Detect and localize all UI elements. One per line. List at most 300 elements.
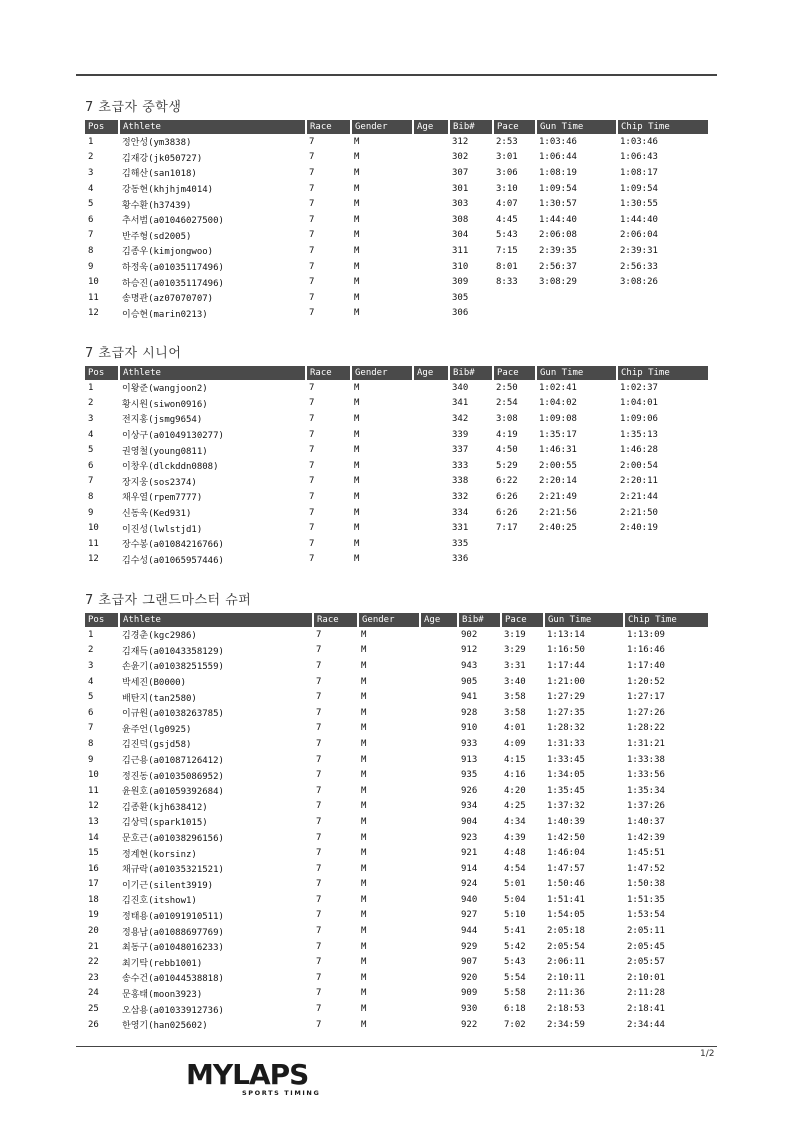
- cell-pos: 1: [88, 382, 94, 393]
- cell-chip-time: [617, 536, 708, 552]
- cell-pos: 11: [88, 538, 99, 549]
- cell-gender: M: [354, 136, 360, 147]
- cell-athlete: 최기탁(rebb1001): [122, 958, 203, 969]
- cell-bib: 920: [461, 972, 478, 983]
- cell-athlete: 한영기(han025602): [122, 1021, 208, 1032]
- cell-pace: 7:02: [504, 1019, 526, 1030]
- cell-bib: 944: [461, 926, 478, 937]
- cell-athlete: 김재강(jk050727): [122, 153, 203, 164]
- cell-gender: M: [361, 863, 367, 874]
- cell-race: 7: [309, 445, 315, 456]
- table-row: [85, 830, 708, 846]
- top-rule: [76, 74, 717, 76]
- cell-athlete: 송명관(az07070707): [122, 294, 214, 305]
- cell-chip-time: 2:05:11: [627, 926, 665, 937]
- cell-race: 7: [316, 645, 322, 656]
- cell-athlete: 윤원호(a01059392684): [122, 787, 224, 798]
- cell-race: 7: [316, 894, 322, 905]
- cell-athlete: 권영철(young0811): [122, 446, 208, 457]
- cell-age: [420, 705, 458, 721]
- cell-athlete: 이승현(marin0213): [122, 309, 208, 320]
- cell-athlete: 김종우(kimjongwoo): [122, 247, 214, 258]
- cell-athlete: 전지홍(jsmg9654): [122, 415, 203, 426]
- cell-gender: M: [354, 491, 360, 502]
- cell-gun-time: 2:05:54: [547, 941, 585, 952]
- table-row: [85, 196, 708, 212]
- cell-pace: 5:43: [496, 230, 518, 241]
- cell-bib: 341: [452, 398, 469, 409]
- cell-gender: M: [361, 723, 367, 734]
- cell-bib: 335: [452, 538, 469, 549]
- cell-chip-time: 1:51:35: [627, 894, 665, 905]
- cell-athlete: 이왕준(wangjoon2): [122, 384, 208, 395]
- cell-pos: 9: [88, 261, 94, 272]
- cell-pace: 3:10: [496, 183, 518, 194]
- cell-pos: 1: [88, 136, 94, 147]
- cell-athlete: 윤주언(lg0925): [122, 724, 192, 735]
- cell-bib: 338: [452, 476, 469, 487]
- cell-gender: M: [354, 245, 360, 256]
- cell-pace: 2:54: [496, 398, 518, 409]
- cell-race: 7: [316, 754, 322, 765]
- cell-pos: 11: [88, 785, 99, 796]
- cell-age: [413, 536, 449, 552]
- cell-pos: 6: [88, 214, 94, 225]
- cell-chip-time: 2:18:41: [627, 1004, 665, 1015]
- cell-age: [420, 970, 458, 986]
- cell-race: 7: [309, 245, 315, 256]
- cell-race: 7: [316, 1019, 322, 1030]
- cell-athlete: 이진성(lwlstjd1): [122, 524, 203, 535]
- cell-age: [413, 274, 449, 290]
- column-header-athlete: Athlete: [119, 366, 306, 380]
- cell-pos: 24: [88, 988, 99, 999]
- cell-pos: 3: [88, 660, 94, 671]
- cell-race: 7: [316, 816, 322, 827]
- cell-race: 7: [309, 261, 315, 272]
- cell-gender: M: [354, 183, 360, 194]
- cell-age: [413, 552, 449, 568]
- cell-gender: M: [354, 199, 360, 210]
- table-row: [85, 243, 708, 259]
- cell-pos: 10: [88, 277, 99, 288]
- cell-pace: 4:34: [504, 816, 526, 827]
- cell-pace: [493, 536, 536, 552]
- table-row: [85, 228, 708, 244]
- cell-chip-time: 2:10:01: [627, 972, 665, 983]
- cell-bib: 930: [461, 1004, 478, 1015]
- cell-race: 7: [309, 136, 315, 147]
- cell-race: 7: [309, 183, 315, 194]
- cell-gun-time: [536, 536, 617, 552]
- cell-age: [413, 411, 449, 427]
- cell-bib: 339: [452, 429, 469, 440]
- cell-gun-time: 1:09:08: [539, 413, 577, 424]
- cell-pos: 10: [88, 770, 99, 781]
- cell-gender: M: [354, 523, 360, 534]
- cell-gun-time: 3:08:29: [539, 277, 577, 288]
- cell-pace: 5:58: [504, 988, 526, 999]
- cell-gender: M: [361, 1004, 367, 1015]
- cell-gun-time: 1:31:33: [547, 738, 585, 749]
- table-row: [85, 705, 708, 721]
- cell-age: [420, 845, 458, 861]
- cell-pace: 5:42: [504, 941, 526, 952]
- cell-bib: 309: [452, 277, 469, 288]
- cell-pos: 8: [88, 738, 94, 749]
- cell-age: [413, 427, 449, 443]
- cell-pace: 4:50: [496, 445, 518, 456]
- cell-age: [420, 643, 458, 659]
- cell-age: [420, 783, 458, 799]
- cell-gender: M: [354, 429, 360, 440]
- cell-gender: M: [361, 770, 367, 781]
- cell-pace: 3:01: [496, 152, 518, 163]
- cell-gun-time: 1:28:32: [547, 723, 585, 734]
- cell-gender: M: [361, 676, 367, 687]
- table-row: [85, 474, 708, 490]
- cell-age: [420, 627, 458, 643]
- cell-gun-time: 1:33:45: [547, 754, 585, 765]
- cell-chip-time: 1:08:17: [620, 167, 658, 178]
- cell-race: 7: [309, 476, 315, 487]
- cell-bib: 929: [461, 941, 478, 952]
- cell-age: [420, 814, 458, 830]
- cell-bib: 310: [452, 261, 469, 272]
- column-header-gender: Gender: [351, 120, 413, 134]
- cell-age: [413, 520, 449, 536]
- cell-age: [413, 396, 449, 412]
- table-row: [85, 752, 708, 768]
- cell-pace: 7:15: [496, 245, 518, 256]
- cell-pos: 19: [88, 910, 99, 921]
- cell-pos: 12: [88, 308, 99, 319]
- cell-gender: M: [361, 785, 367, 796]
- cell-pos: 4: [88, 676, 94, 687]
- cell-bib: 941: [461, 692, 478, 703]
- cell-chip-time: 1:02:37: [620, 382, 658, 393]
- cell-age: [420, 674, 458, 690]
- cell-age: [413, 442, 449, 458]
- table-row: [85, 259, 708, 275]
- table-row: [85, 396, 708, 412]
- cell-gender: M: [354, 277, 360, 288]
- cell-race: 7: [316, 972, 322, 983]
- table-row: [85, 970, 708, 986]
- results-section-senior: [85, 342, 708, 567]
- cell-pos: 5: [88, 199, 94, 210]
- cell-age: [413, 150, 449, 166]
- cell-race: 7: [316, 660, 322, 671]
- cell-gender: M: [354, 554, 360, 565]
- cell-pace: 4:09: [504, 738, 526, 749]
- cell-pace: 4:16: [504, 770, 526, 781]
- cell-pos: 5: [88, 692, 94, 703]
- cell-athlete: 채규락(a01035321521): [122, 865, 224, 876]
- cell-gun-time: 2:11:36: [547, 988, 585, 999]
- table-row: [85, 721, 708, 737]
- table-row: [85, 861, 708, 877]
- cell-bib: 943: [461, 660, 478, 671]
- column-header-race: Race: [313, 613, 358, 627]
- cell-gender: M: [361, 754, 367, 765]
- cell-chip-time: 1:33:56: [627, 770, 665, 781]
- table-row: [85, 427, 708, 443]
- cell-gender: M: [361, 957, 367, 968]
- cell-race: 7: [309, 292, 315, 303]
- table-row: [85, 458, 708, 474]
- cell-chip-time: 1:37:26: [627, 801, 665, 812]
- cell-pace: [493, 290, 536, 306]
- cell-gun-time: 2:21:56: [539, 507, 577, 518]
- cell-race: 7: [309, 277, 315, 288]
- cell-pace: 4:07: [496, 199, 518, 210]
- cell-chip-time: 1:03:46: [620, 136, 658, 147]
- cell-gender: M: [361, 972, 367, 983]
- column-header-gender: Gender: [358, 613, 420, 627]
- cell-pos: 2: [88, 645, 94, 656]
- cell-age: [413, 505, 449, 521]
- cell-gender: M: [361, 988, 367, 999]
- cell-chip-time: 2:21:50: [620, 507, 658, 518]
- cell-gun-time: 1:46:31: [539, 445, 577, 456]
- column-header-athlete: Athlete: [119, 613, 313, 627]
- cell-race: 7: [309, 167, 315, 178]
- cell-pos: 1: [88, 629, 94, 640]
- table-row: [85, 736, 708, 752]
- cell-athlete: 정진동(a01035086952): [122, 771, 224, 782]
- cell-bib: 334: [452, 507, 469, 518]
- section-title: 7 초급자 중학생: [85, 100, 182, 115]
- column-header-gun-time: Gun Time: [536, 366, 617, 380]
- cell-bib: 940: [461, 894, 478, 905]
- cell-pos: 7: [88, 476, 94, 487]
- table-row: [85, 536, 708, 552]
- cell-athlete: 하정욱(a01035117496): [122, 263, 224, 274]
- cell-chip-time: 1:06:43: [620, 152, 658, 163]
- cell-pace: 6:22: [496, 476, 518, 487]
- table-row: [85, 411, 708, 427]
- cell-pace: 3:29: [504, 645, 526, 656]
- results-section-middle-school: [85, 96, 708, 321]
- cell-pos: 22: [88, 957, 99, 968]
- cell-gender: M: [354, 308, 360, 319]
- cell-bib: 312: [452, 136, 469, 147]
- cell-bib: 333: [452, 460, 469, 471]
- cell-pos: 6: [88, 707, 94, 718]
- column-header-chip-time: Chip Time: [617, 120, 708, 134]
- cell-age: [413, 212, 449, 228]
- cell-gun-time: 2:10:11: [547, 972, 585, 983]
- cell-bib: 914: [461, 863, 478, 874]
- column-header-gender: Gender: [351, 366, 413, 380]
- cell-athlete: 김진호(itshow1): [122, 896, 197, 907]
- column-header-age: Age: [420, 613, 458, 627]
- cell-age: [420, 877, 458, 893]
- cell-chip-time: 3:08:26: [620, 277, 658, 288]
- cell-race: 7: [309, 507, 315, 518]
- cell-pace: 4:25: [504, 801, 526, 812]
- table-row: [85, 505, 708, 521]
- cell-gender: M: [361, 832, 367, 843]
- cell-pace: 4:19: [496, 429, 518, 440]
- cell-age: [413, 259, 449, 275]
- mylaps-logo: [186, 1058, 326, 1098]
- cell-athlete: 강동현(khjhjm4014): [122, 185, 214, 196]
- cell-pace: 3:31: [504, 660, 526, 671]
- cell-race: 7: [316, 863, 322, 874]
- cell-chip-time: 1:46:28: [620, 445, 658, 456]
- table-row: [85, 134, 708, 150]
- cell-age: [420, 939, 458, 955]
- cell-pos: 13: [88, 816, 99, 827]
- cell-athlete: 김경춘(kgc2986): [122, 631, 197, 642]
- cell-athlete: 김종환(kjh638412): [122, 802, 208, 813]
- column-header-chip-time: Chip Time: [617, 366, 708, 380]
- cell-gun-time: 2:21:49: [539, 491, 577, 502]
- cell-chip-time: 2:39:31: [620, 245, 658, 256]
- table-row: [85, 181, 708, 197]
- cell-pace: [493, 552, 536, 568]
- cell-pace: 3:08: [496, 413, 518, 424]
- cell-gun-time: 1:21:00: [547, 676, 585, 687]
- column-header-gun-time: Gun Time: [544, 613, 624, 627]
- cell-pos: 11: [88, 292, 99, 303]
- cell-gun-time: 1:30:57: [539, 199, 577, 210]
- cell-race: 7: [316, 692, 322, 703]
- cell-gun-time: [536, 290, 617, 306]
- cell-athlete: 문호근(a01038296156): [122, 834, 224, 845]
- cell-bib: 332: [452, 491, 469, 502]
- cell-chip-time: 1:09:06: [620, 413, 658, 424]
- cell-age: [420, 799, 458, 815]
- cell-athlete: 장수봉(a01084216766): [122, 540, 224, 551]
- cell-pos: 12: [88, 554, 99, 565]
- cell-bib: 922: [461, 1019, 478, 1030]
- table-row: [85, 274, 708, 290]
- cell-pos: 7: [88, 230, 94, 241]
- cell-chip-time: 2:05:45: [627, 941, 665, 952]
- cell-race: 7: [316, 676, 322, 687]
- cell-chip-time: 1:30:55: [620, 199, 658, 210]
- cell-athlete: 이상구(a01049130277): [122, 431, 224, 442]
- cell-gender: M: [361, 660, 367, 671]
- cell-age: [420, 892, 458, 908]
- cell-bib: 935: [461, 770, 478, 781]
- cell-age: [413, 243, 449, 259]
- cell-race: 7: [316, 957, 322, 968]
- column-header-chip-time: Chip Time: [624, 613, 708, 627]
- table-row: [85, 552, 708, 568]
- cell-pace: 6:26: [496, 507, 518, 518]
- cell-chip-time: 1:33:38: [627, 754, 665, 765]
- column-header-pos: Pos: [85, 613, 119, 627]
- cell-chip-time: 1:04:01: [620, 398, 658, 409]
- table-row: [85, 1001, 708, 1017]
- cell-race: 7: [316, 1004, 322, 1015]
- cell-chip-time: 2:40:19: [620, 523, 658, 534]
- table-row: [85, 150, 708, 166]
- table-row: [85, 814, 708, 830]
- cell-pos: 4: [88, 183, 94, 194]
- cell-bib: 905: [461, 676, 478, 687]
- cell-pace: 4:01: [504, 723, 526, 734]
- cell-pace: 6:18: [504, 1004, 526, 1015]
- cell-chip-time: 1:20:52: [627, 676, 665, 687]
- column-header-bib: Bib#: [449, 120, 493, 134]
- cell-race: 7: [316, 941, 322, 952]
- cell-gender: M: [361, 629, 367, 640]
- table-header-row: [85, 120, 708, 134]
- cell-chip-time: 1:17:40: [627, 660, 665, 671]
- cell-gender: M: [354, 261, 360, 272]
- cell-gender: M: [361, 941, 367, 952]
- cell-athlete: 오삼용(a01033912736): [122, 1005, 224, 1016]
- cell-pos: 15: [88, 848, 99, 859]
- cell-bib: 304: [452, 230, 469, 241]
- cell-pace: 5:29: [496, 460, 518, 471]
- cell-race: 7: [316, 848, 322, 859]
- cell-pace: 4:20: [504, 785, 526, 796]
- cell-gun-time: 1:46:04: [547, 848, 585, 859]
- cell-athlete: 박세진(B0000): [122, 678, 187, 689]
- cell-age: [420, 1017, 458, 1033]
- cell-gender: M: [361, 707, 367, 718]
- table-row: [85, 658, 708, 674]
- cell-gun-time: 1:13:14: [547, 629, 585, 640]
- cell-chip-time: [617, 306, 708, 322]
- cell-age: [420, 1001, 458, 1017]
- cell-race: 7: [316, 707, 322, 718]
- cell-pace: 7:17: [496, 523, 518, 534]
- cell-pace: 4:48: [504, 848, 526, 859]
- cell-chip-time: 1:44:40: [620, 214, 658, 225]
- cell-athlete: 신동욱(Ked931): [122, 509, 192, 520]
- table-row: [85, 489, 708, 505]
- cell-pace: 5:10: [504, 910, 526, 921]
- cell-bib: 923: [461, 832, 478, 843]
- cell-age: [413, 489, 449, 505]
- cell-gun-time: 1:44:40: [539, 214, 577, 225]
- cell-gender: M: [354, 167, 360, 178]
- cell-race: 7: [316, 988, 322, 999]
- cell-bib: 311: [452, 245, 469, 256]
- cell-athlete: 배탄지(tan2580): [122, 693, 197, 704]
- cell-pace: 6:26: [496, 491, 518, 502]
- column-header-pos: Pos: [85, 366, 119, 380]
- cell-athlete: 채우열(rpem7777): [122, 493, 203, 504]
- table-row: [85, 845, 708, 861]
- cell-race: 7: [309, 230, 315, 241]
- cell-gender: M: [361, 848, 367, 859]
- cell-athlete: 문홍태(moon3923): [122, 989, 203, 1000]
- cell-age: [413, 228, 449, 244]
- cell-bib: 340: [452, 382, 469, 393]
- cell-athlete: 김해산(san1018): [122, 169, 197, 180]
- cell-age: [420, 830, 458, 846]
- cell-gender: M: [354, 476, 360, 487]
- cell-pace: 5:04: [504, 894, 526, 905]
- cell-chip-time: 1:27:26: [627, 707, 665, 718]
- cell-athlete: 김근용(a01087126412): [122, 756, 224, 767]
- cell-athlete: 정태용(a01091910511): [122, 911, 224, 922]
- results-table: [85, 120, 708, 321]
- cell-pace: 3:58: [504, 692, 526, 703]
- cell-gender: M: [354, 538, 360, 549]
- cell-pos: 2: [88, 152, 94, 163]
- cell-athlete: 이창우(dlckddn0808): [122, 462, 219, 473]
- cell-race: 7: [309, 429, 315, 440]
